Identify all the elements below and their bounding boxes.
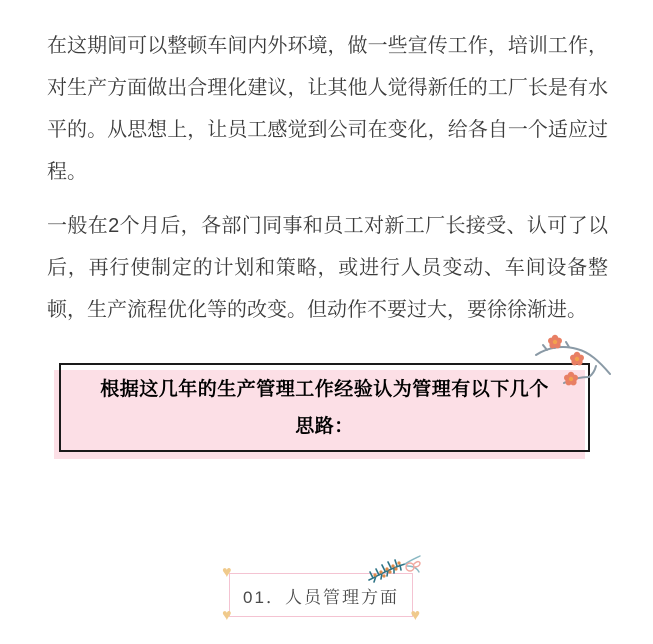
section-marker xyxy=(222,564,420,624)
paragraph-1: 在这期间可以整顿车间内外环境，做一些宣传工作，培训工作，对生产方面做出合理化建议，让其他人觉得新任的工厂长是有水平的。从思想上，让员工感觉到公司在变化，给各自一个适应过程。 xyxy=(47,35,608,183)
callout-box xyxy=(59,363,590,452)
heart-icon: ♥ xyxy=(222,607,232,624)
callout-section xyxy=(59,363,590,452)
leaf-sprig-icon xyxy=(367,554,421,584)
section-marker-label: 01．人员管理方面 xyxy=(243,587,399,607)
heart-icon: ♥ xyxy=(222,564,232,581)
heart-icon: ♥ xyxy=(410,607,420,624)
callout-text: 根据这几年的生产管理工作经验认为管理有以下几个思路： xyxy=(100,378,549,437)
plum-blossom-branch-icon xyxy=(533,333,611,391)
paragraph-2: 一般在2个月后，各部门同事和员工对新工厂长接受、认可了以后，再行使制定的计划和策略，或进行人员变动、车间设备整顿，生产流程优化等的改变。但动作不要过大，要徐徐渐进。 xyxy=(47,215,608,321)
